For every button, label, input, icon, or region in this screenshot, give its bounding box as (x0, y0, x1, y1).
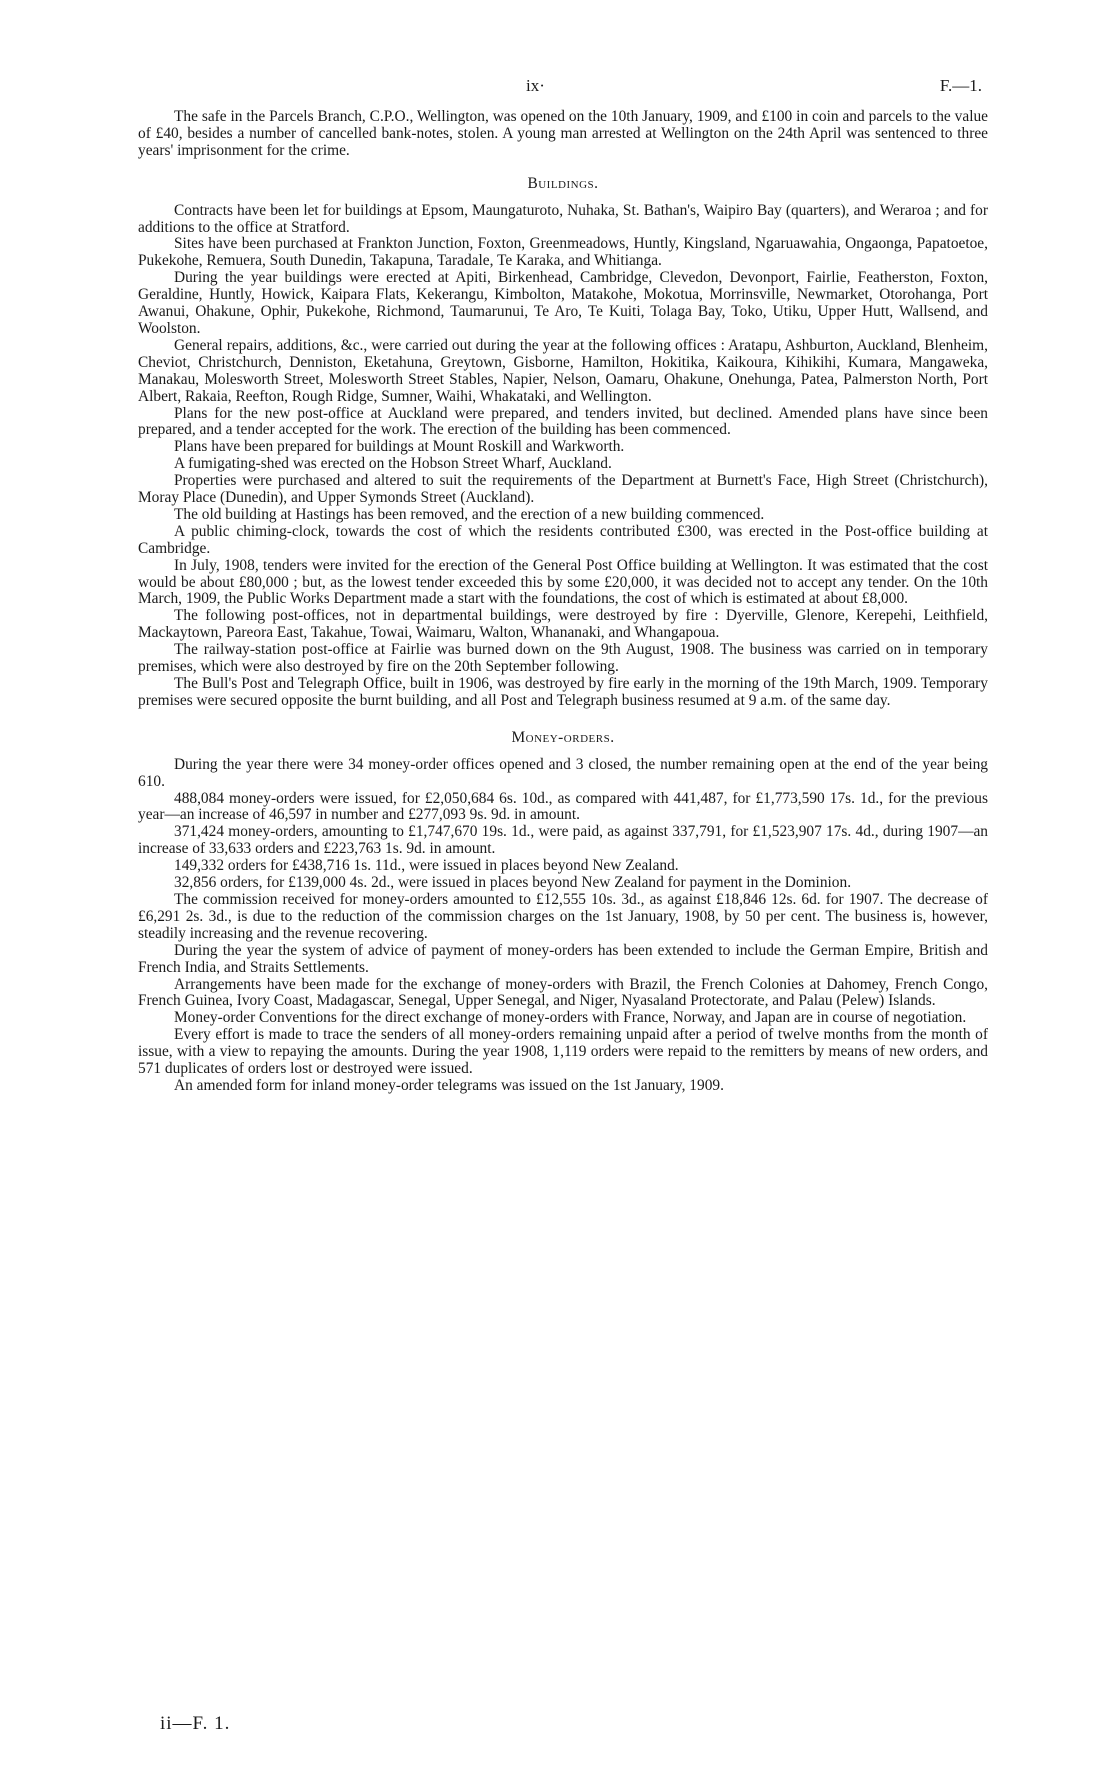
buildings-paragraph: General repairs, additions, &c., were carried out during the year at the following offices : Aratapu, Ashburton, Auckland, Blenheim, Cheviot, Christchurch, Denniston, Eketahuna, Greytown, Gisborne, Hamilton, Hokitika, Kaikoura, Kihikihi, Kumara, Mangaweka, Manakau, Molesworth Street, Molesworth Street Stables, Napier, Nelson, Oamaru, Ohakune, Onehunga, Patea, Palmerston North, Port Albert, Rakaia, Reefton, Rough Ridge, Sumner, Waihi, Whakataki, and Wellington. (138, 336, 988, 405)
money-orders-paragraph: 488,084 money-orders were issued, for £2,050,684 6s. 10d., as compared with 441,487, for £1,773,590 17s. 1d., for the previous year—an increase of 46,597 in number and £277,093 9s. 9d. in amount. (138, 789, 988, 824)
document-reference: F.—1. (939, 76, 982, 95)
buildings-paragraph: The railway-station post-office at Fairlie was burned down on the 9th August, 1908. The business was carried on in temporary premises, which were also destroyed by fire on the 20th September following. (138, 641, 988, 676)
money-orders-paragraph: An amended form for inland money-order telegrams was issued on the 1st January, 1909. (174, 1076, 724, 1094)
section-heading-buildings: Buildings. (527, 174, 599, 192)
money-orders-paragraph: Every effort is made to trace the senders of all money-orders remaining unpaid after a period of twelve months from the month of issue, with a view to repaying the amounts. During the year 1908, 1,119 orders were repaid to the remitters by means of new orders, and 571 duplicates of orders lost or destroyed were issued. (138, 1026, 988, 1078)
buildings-paragraph: Sites have been purchased at Frankton Junction, Foxton, Greenmeadows, Huntly, Kingsland, Ngaruawahia, Ongaonga, Papatoetoe, Pukekohe, Remuera, South Dunedin, Takapuna, Taradale, Te Karaka, and Whitianga. (138, 235, 988, 270)
page-header (0, 78, 1114, 100)
money-orders-paragraph: 149,332 orders for £438,716 1s. 11d., were issued in places beyond New Zealand. (174, 857, 679, 875)
signature-mark: ii—F. 1. (160, 1713, 231, 1734)
document-body (138, 109, 988, 1095)
money-orders-paragraph: Money-order Conventions for the direct exchange of money-orders with France, Norway, and Japan are in course of negotiation. (174, 1009, 967, 1027)
buildings-paragraph: The following post-offices, not in departmental buildings, were destroyed by fire : Dyerville, Glenore, Kerepehi, Leithfield, Mackaytown, Pareora East, Takahue, Towai, Waimaru, Walton, Whananaki, and Whangapoua. (138, 607, 988, 642)
buildings-paragraph: Properties were purchased and altered to suit the requirements of the Department at Burnett's Face, High Street (Christchurch), Moray Place (Dunedin), and Upper Symonds Street (Auckland). (138, 472, 988, 507)
money-orders-paragraph: 32,856 orders, for £139,000 4s. 2d., were issued in places beyond New Zealand for payment in the Dominion. (174, 874, 852, 892)
buildings-paragraph: The Bull's Post and Telegraph Office, built in 1906, was destroyed by fire early in the morning of the 19th March, 1909. Temporary premises were secured opposite the burnt building, and all Post and Telegraph business resumed at 9 a.m. of the same day. (138, 675, 988, 709)
money-orders-paragraph: During the year the system of advice of payment of money-orders has been extended to include the German Empire, British and French India, and Straits Settlements. (138, 941, 988, 976)
section-heading-money-orders: Money-orders. (511, 728, 615, 746)
page-number: ix· (526, 76, 545, 95)
buildings-paragraph: Plans for the new post-office at Auckland were prepared, and tenders invited, but declined. Amended plans have since been prepared, and a tender accepted for the work. The erection of the building has been commenced. (138, 404, 988, 439)
buildings-paragraph: In July, 1908, tenders were invited for the erection of the General Post Office building at Wellington. It was estimated that the cost would be about £80,000 ; but, as the lowest tender exceeded this by some £20,000, it was decided not to accept any tender. On the 10th March, 1909, the Public Works Department made a start with the foundations, the cost of which is estimated at about £8,000. (138, 556, 988, 608)
money-orders-section (138, 757, 988, 1095)
buildings-paragraph: Plans have been prepared for buildings at Mount Roskill and Warkworth. (174, 438, 625, 456)
buildings-paragraph: A fumigating-shed was erected on the Hobson Street Wharf, Auckland. (174, 455, 612, 473)
money-orders-paragraph: During the year there were 34 money-order offices opened and 3 closed, the number remaining open at the end of the year being 610. (138, 755, 988, 790)
money-orders-paragraph: Arrangements have been made for the exchange of money-orders with Brazil, the French Colonies at Dahomey, French Congo, French Guinea, Ivory Coast, Madagascar, Senegal, Upper Senegal, and Niger, Nyasaland Protectorate, and Palau (Pelew) Islands. (138, 975, 988, 1010)
buildings-paragraph: The old building at Hastings has been removed, and the erection of a new building commenced. (174, 505, 765, 523)
money-orders-paragraph: 371,424 money-orders, amounting to £1,747,670 19s. 1d., were paid, as against 337,791, for £1,523,907 17s. 4d., during 1907—an increase of 33,633 orders and £223,763 1s. 9d. in amount. (138, 823, 988, 858)
buildings-section (138, 203, 988, 710)
paragraph-safe-robbery: The safe in the Parcels Branch, C.P.O., Wellington, was opened on the 10th January, 1909, and £100 in coin and parcels to the value of £40, besides a number of cancelled bank-notes, stolen. A young man arrested at Wellington on the 24th April was sentenced to three years' imprisonment for the crime. (138, 108, 988, 159)
buildings-paragraph: A public chiming-clock, towards the cost of which the residents contributed £300, was erected in the Post-office building at Cambridge. (138, 522, 988, 557)
buildings-paragraph: During the year buildings were erected at Apiti, Birkenhead, Cambridge, Clevedon, Devonport, Fairlie, Featherston, Foxton, Geraldine, Huntly, Howick, Kaipara Flats, Kekerangu, Kimbolton, Matakohe, Mokotua, Morrinsville, Newmarket, Otorohanga, Port Awanui, Ohakune, Ophir, Pukekohe, Richmond, Taumarunui, Te Aro, Te Kuiti, Tolaga Bay, Toko, Utiku, Upper Hutt, Wallsend, and Woolston. (138, 269, 988, 337)
money-orders-paragraph: The commission received for money-orders amounted to £12,555 10s. 3d., as against £18,846 12s. 6d. for 1907. The decrease of £6,291 2s. 3d., is due to the reduction of the commission charges on the 1st January, 1908, by 50 per cent. The business is, however, steadily increasing and the revenue recovering. (138, 890, 988, 942)
buildings-paragraph: Contracts have been let for buildings at Epsom, Maungaturoto, Nuhaka, St. Bathan's, Waipiro Bay (quarters), and Weraroa ; and for additions to the office at Stratford. (138, 201, 988, 236)
